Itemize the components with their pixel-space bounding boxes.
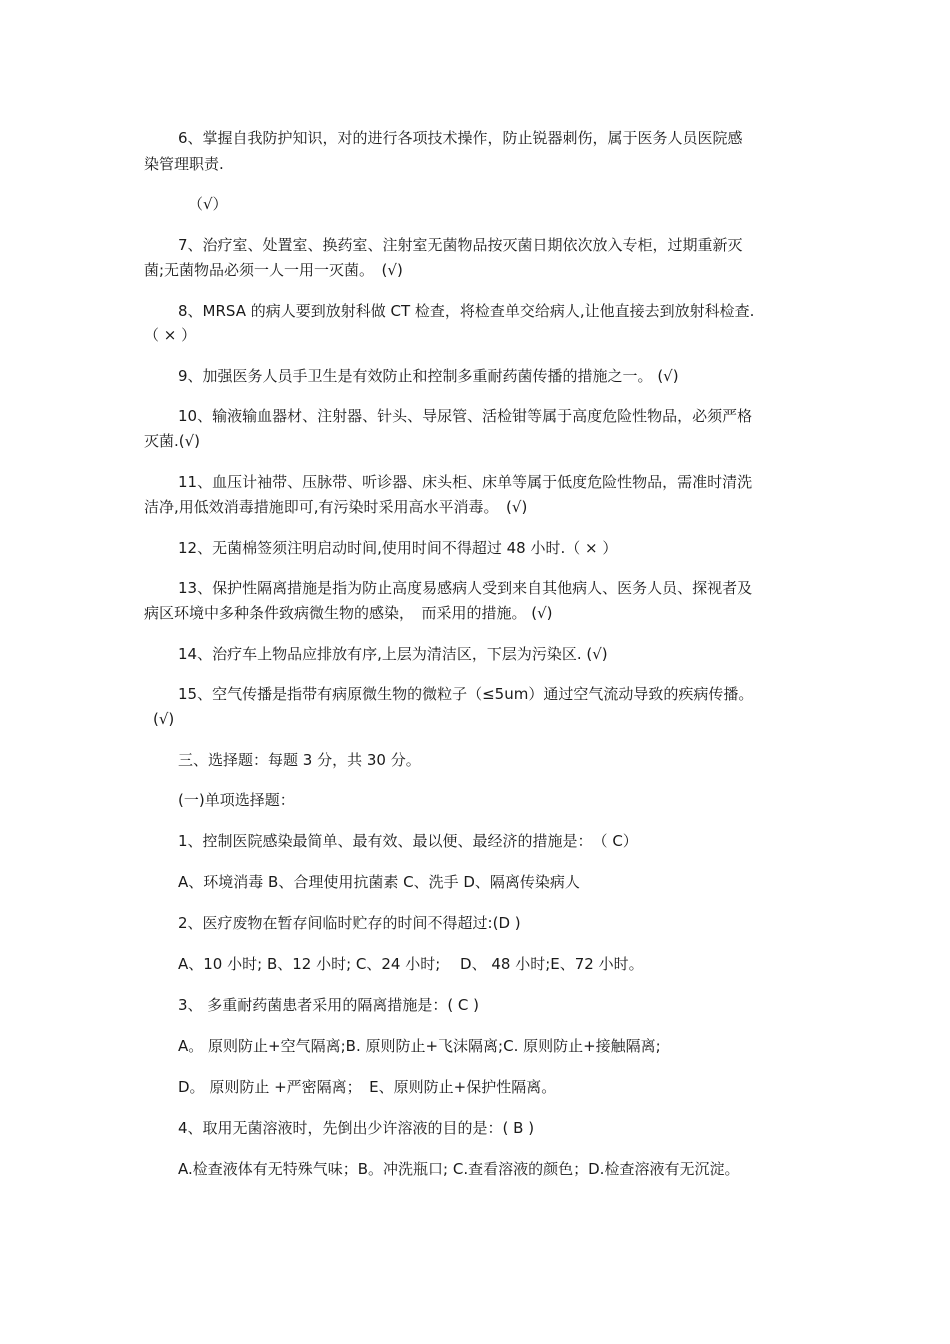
- q10-text-line1: 10、输液输血器材、注射器、针头、导尿管、活检钳等属于高度危险性物品，必须严格: [178, 407, 753, 425]
- q15-text-line1: 15、空气传播是指带有病原微生物的微粒子（≤5um）通过空气流动导致的疾病传播。: [178, 685, 754, 703]
- q8-answer: （ × ）: [144, 326, 197, 344]
- q12-text: 12、无菌棉签须注明启动时间,使用时间不得超过 48 小时.（ × ）: [178, 539, 618, 557]
- mc2-question: 2、医疗废物在暂存间临时贮存的时间不得超过:(D ): [178, 914, 521, 932]
- q7-text-line1: 7、治疗室、处置室、换药室、注射室无菌物品按灭菌日期依次放入专柜，过期重新灭: [178, 236, 743, 254]
- q6-text-line1: 6、掌握自我防护知识，对的进行各项技术操作，防止锐器刺伤，属于医务人员医院感: [178, 129, 743, 147]
- q13-text-line2: 病区环境中多种条件致病微生物的感染， 而采用的措施。 (√): [144, 604, 553, 622]
- section-heading: 三、选择题：每题 3 分，共 30 分。: [178, 751, 421, 769]
- q6-text-line2: 染管理职责.: [144, 155, 224, 173]
- q6-answer: （√）: [188, 195, 228, 213]
- subsection-heading: (一)单项选择题：: [178, 791, 295, 809]
- q8-text-line1: 8、MRSA 的病人要到放射科做 CT 检查，将检查单交给病人,让他直接去到放射科检查.: [178, 302, 755, 320]
- mc4-question: 4、取用无菌溶液时，先倒出少许溶液的目的是：( B ): [178, 1119, 535, 1137]
- mc4-options: A.检查液体有无特殊气味；B。冲洗瓶口; C.查看溶液的颜色；D.检查溶液有无沉淀。: [178, 1160, 740, 1178]
- mc3-options-line1: A。 原则防止+空气隔离;B. 原则防止+飞沫隔离;C. 原则防止+接触隔离;: [178, 1037, 661, 1055]
- q11-text-line1: 11、血压计袖带、压脉带、听诊器、床头柜、床单等属于低度危险性物品，需准时清洗: [178, 473, 753, 491]
- q14-text: 14、治疗车上物品应排放有序,上层为清洁区，下层为污染区. (√): [178, 645, 608, 663]
- mc3-question: 3、 多重耐药菌患者采用的隔离措施是：( C ): [178, 996, 480, 1014]
- mc1-options: A、环境消毒 B、合理使用抗菌素 C、洗手 D、隔离传染病人: [178, 873, 580, 891]
- q13-text-line1: 13、保护性隔离措施是指为防止高度易感病人受到来自其他病人、医务人员、探视者及: [178, 579, 753, 597]
- q9-text: 9、加强医务人员手卫生是有效防止和控制多重耐药菌传播的措施之一。 (√): [178, 367, 679, 385]
- q7-text-line2: 菌;无菌物品必须一人一用一灭菌。 (√): [144, 261, 403, 279]
- mc1-question: 1、控制医院感染最简单、最有效、最以便、最经济的措施是： （ C）: [178, 832, 638, 850]
- q10-text-line2: 灭菌.(√): [144, 432, 201, 450]
- mc3-options-line2: D。 原则防止 +严密隔离； E、原则防止+保护性隔离。: [178, 1078, 557, 1096]
- mc2-options: A、10 小时; B、12 小时; C、24 小时; D、 48 小时;E、72 小时。: [178, 955, 644, 973]
- q15-answer: (√): [153, 710, 175, 728]
- q11-text-line2: 洁净,用低效消毒措施即可,有污染时采用高水平消毒。 (√): [144, 498, 528, 516]
